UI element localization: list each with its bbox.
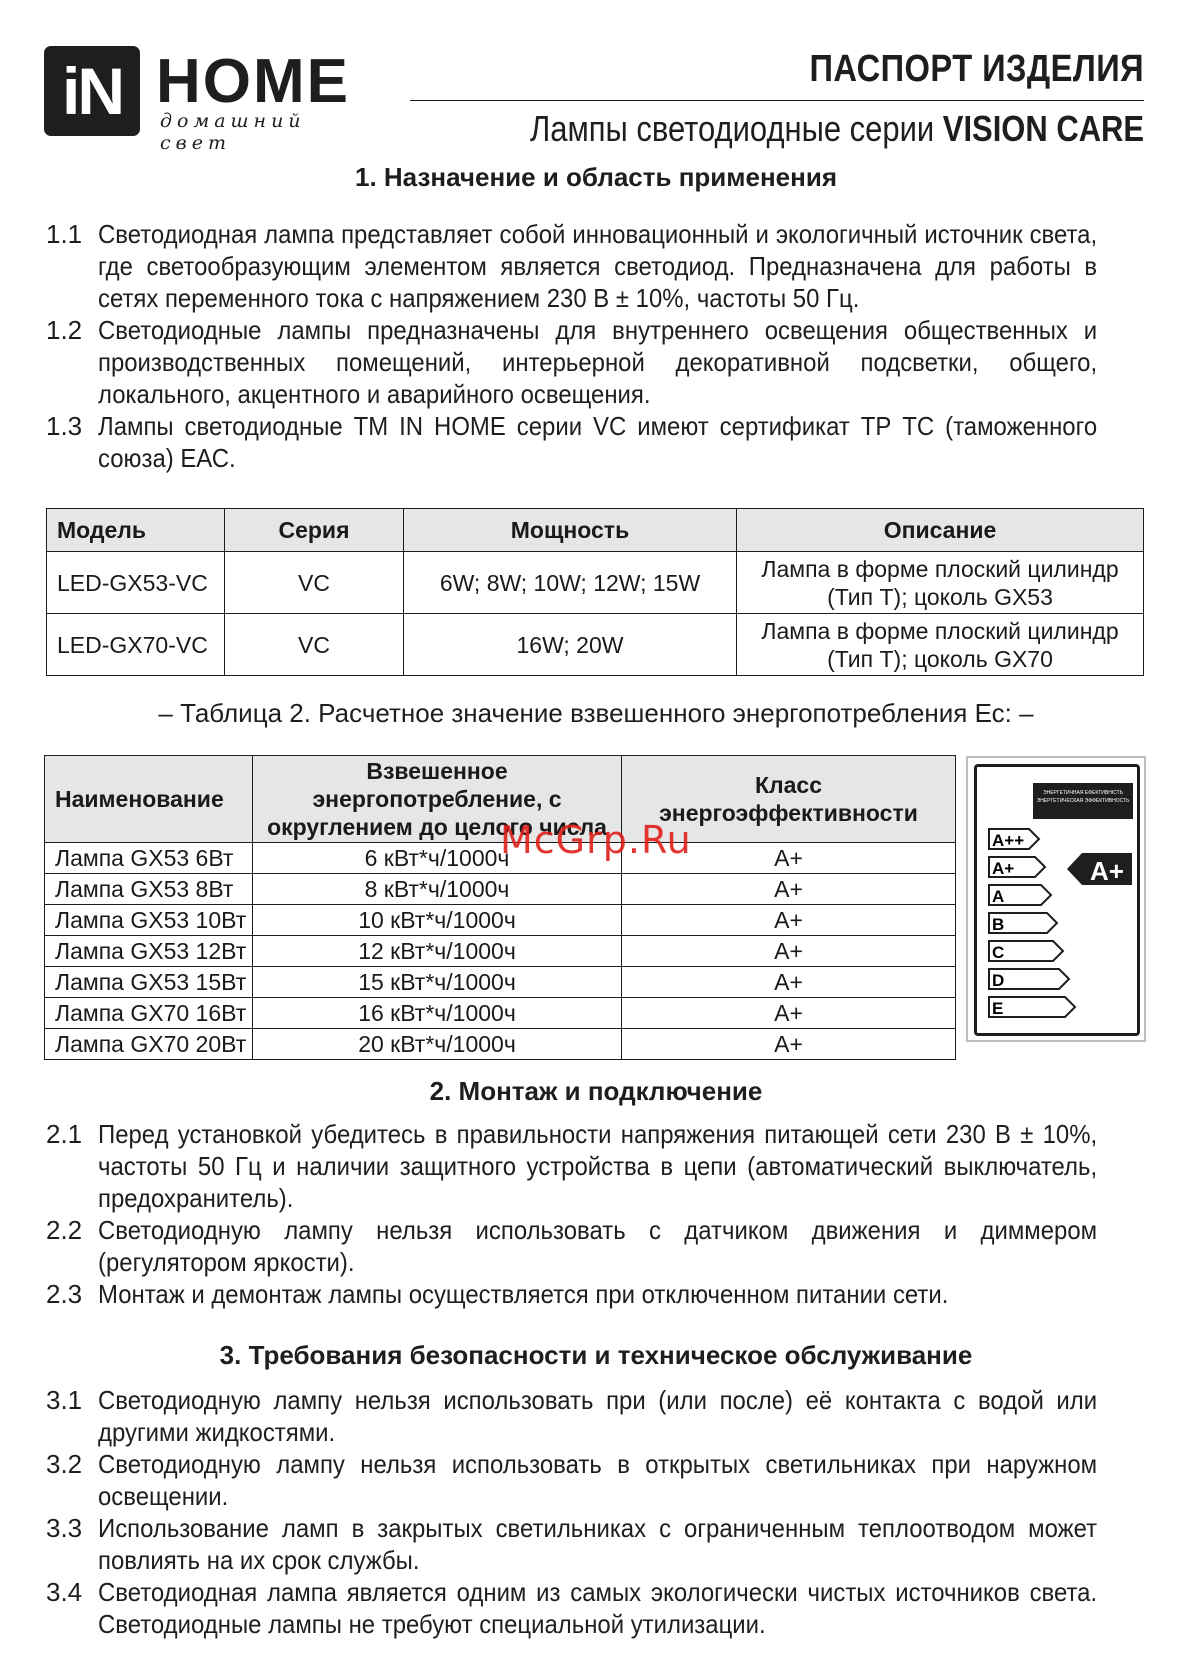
paragraph-text: Светодиодные лампы предназначены для внутреннего освещения общественных и производственных помещений, интерьерной декоративной подсветки, общего, локального, акцентного и аварийного освещения.: [98, 315, 1098, 409]
table-cell: А+: [622, 905, 956, 936]
table-cell: Лампа GX53 8Вт: [45, 874, 253, 905]
watermark: McGrp.Ru: [500, 818, 692, 862]
paragraph-2-2: [46, 1214, 1144, 1278]
models-table: [46, 508, 1144, 676]
subtitle-series: VISION CARE: [942, 108, 1144, 149]
energy-efficiency-label: [966, 756, 1146, 1042]
paragraph-number: 1.1: [46, 219, 83, 249]
table-row: [47, 614, 1144, 676]
paragraph-text: Перед установкой убедитесь в правильности напряжения питающей сети 230 В ± 10%, частоты 50 Гц и наличии защитного устройства в цепи (автоматический выключатель, предохранитель).: [98, 1119, 1098, 1213]
logo-tagline: домашний свет: [160, 110, 306, 154]
table-cell: 16W; 20W: [404, 614, 737, 676]
table-cell: А+: [622, 1029, 956, 1060]
selected-energy-class-marker: [1067, 853, 1132, 886]
column-header: Мощность: [404, 509, 737, 552]
table-cell: LED-GX53-VC: [47, 552, 225, 614]
paragraph-3-3: [46, 1512, 1144, 1576]
energy-class-label: A+: [992, 859, 1015, 878]
table-cell: Лампа GX70 20Вт: [45, 1029, 253, 1060]
column-header: Описание: [737, 509, 1144, 552]
document-title: ПАСПОРТ ИЗДЕЛИЯ: [809, 48, 1144, 90]
table-cell: А+: [622, 936, 956, 967]
table-row: [45, 936, 956, 967]
table-cell: Лампа в форме плоский цилиндр (Тип Т); цоколь GX70: [737, 614, 1144, 676]
table-cell: Лампа в форме плоский цилиндр (Тип Т); цоколь GX53: [737, 552, 1144, 614]
table-cell: А+: [622, 998, 956, 1029]
table-cell: VC: [225, 552, 404, 614]
paragraph-3-1: [46, 1384, 1144, 1448]
table-cell: 15 кВт*ч/1000ч: [253, 967, 622, 998]
table-cell: 6 кВт*ч/1000ч: [253, 843, 622, 874]
table-cell: 16 кВт*ч/1000ч: [253, 998, 622, 1029]
paragraph-text: Светодиодную лампу нельзя использовать при (или после) её контакта с водой или другими жидкостями.: [98, 1385, 1098, 1447]
paragraph-1-1: [46, 218, 1144, 314]
section-3-heading: 3. Требования безопасности и техническое обслуживание: [219, 1340, 973, 1370]
table-cell: LED-GX70-VC: [47, 614, 225, 676]
column-header: Серия: [225, 509, 404, 552]
paragraph-1-3: [46, 410, 1144, 474]
energy-label-header-line-1: ЭНЕРГЕТИЧНАЯ ЕФЕКТИВНІСТЬ: [1043, 790, 1123, 796]
energy-class-arrow: [989, 885, 1051, 906]
table-row: [45, 967, 956, 998]
paragraph-number: 3.2: [46, 1449, 83, 1479]
paragraph-text: Светодиодную лампу нельзя использовать с датчиком движения и диммером (регулятором яркости).: [98, 1215, 1098, 1277]
energy-class-label: B: [992, 915, 1005, 934]
paragraph-number: 2.1: [46, 1119, 83, 1149]
table-cell: А+: [622, 874, 956, 905]
column-header: Модель: [47, 509, 225, 552]
section-2-heading: 2. Монтаж и подключение: [429, 1076, 763, 1106]
energy-class-scale: [987, 827, 1137, 1027]
logo-in-mark: iN: [44, 46, 140, 136]
energy-class-arrow: [989, 913, 1057, 934]
table-cell: Лампа GX53 12Вт: [45, 936, 253, 967]
column-header: Класс энергоэффективности: [622, 756, 956, 843]
selected-energy-class: A+: [1090, 856, 1124, 886]
energy-class-arrow: [989, 941, 1063, 962]
paragraph-3-2: [46, 1448, 1144, 1512]
paragraph-number: 3.1: [46, 1385, 83, 1415]
paragraph-text: Монтаж и демонтаж лампы осуществляется при отключенном питании сети.: [98, 1279, 949, 1309]
header-divider: [410, 100, 1144, 101]
paragraph-number: 1.3: [46, 411, 83, 441]
table-row: [45, 905, 956, 936]
paragraph-number: 1.2: [46, 315, 83, 345]
paragraph-1-2: [46, 314, 1144, 410]
energy-class-arrow: [989, 997, 1075, 1018]
energy-label-header-line-2: ЭНЕРГЕТИЧЕСКАЯ ЭФФЕКТИВНОСТЬ: [1036, 798, 1130, 804]
column-header: Взвешенное энергопотребление, с округлением до целого числа: [253, 756, 622, 843]
table-row: [45, 1029, 956, 1060]
table-cell: Лампа GX70 16Вт: [45, 998, 253, 1029]
energy-class-arrow: [989, 857, 1045, 878]
energy-label-header: [1033, 783, 1133, 819]
energy-class-label: A++: [992, 831, 1025, 850]
paragraph-2-1: [46, 1118, 1144, 1214]
energy-label-frame: [974, 764, 1140, 1036]
paragraph-number: 2.2: [46, 1215, 83, 1245]
table-row: [45, 998, 956, 1029]
table-2-caption: – Таблица 2. Расчетное значение взвешенного энергопотребления Ес: –: [158, 698, 1034, 728]
energy-class-arrow: [989, 969, 1069, 990]
table-cell: Лампа GX53 10Вт: [45, 905, 253, 936]
paragraph-2-3: [46, 1278, 1144, 1310]
table-row: [45, 874, 956, 905]
paragraph-text: Светодиодная лампа представляет собой инновационный и экологичный источник света, где светообразующим элементом является светодиод. Предназначена для работы в сетях переменного тока с напряжением 230 В ± 10%, частоты 50 Гц.: [98, 219, 1098, 313]
table-cell: 12 кВт*ч/1000ч: [253, 936, 622, 967]
table-header-row: [47, 509, 1144, 552]
section-1-heading: 1. Назначение и область применения: [355, 162, 837, 192]
table-cell: Лампа GX53 6Вт: [45, 843, 253, 874]
table-cell: VC: [225, 614, 404, 676]
table-cell: А+: [622, 843, 956, 874]
table-cell: 10 кВт*ч/1000ч: [253, 905, 622, 936]
subtitle-prefix: Лампы светодиодные серии: [529, 108, 943, 149]
table-cell: 20 кВт*ч/1000ч: [253, 1029, 622, 1060]
energy-class-arrow: [989, 829, 1039, 850]
table-cell: А+: [622, 967, 956, 998]
energy-class-label: A: [992, 887, 1005, 906]
paragraph-3-4: [46, 1576, 1144, 1640]
paragraph-text: Использование ламп в закрытых светильниках с ограниченным теплоотводом может повлиять на их срок службы.: [98, 1513, 1098, 1575]
logo-home-text: HOME: [156, 47, 350, 116]
paragraph-number: 3.3: [46, 1513, 83, 1543]
document-subtitle: [530, 108, 1144, 150]
paragraph-text: Лампы светодиодные ТМ IN HOME серии VC имеют сертификат ТР ТС (таможенного союза) ЕАС.: [98, 411, 1098, 473]
energy-class-label: D: [992, 971, 1005, 990]
energy-consumption-table: [44, 755, 956, 1060]
table-cell: 8 кВт*ч/1000ч: [253, 874, 622, 905]
table-cell: 6W; 8W; 10W; 12W; 15W: [404, 552, 737, 614]
table-cell: Лампа GX53 15Вт: [45, 967, 253, 998]
energy-class-label: E: [992, 999, 1004, 1018]
paragraph-text: Светодиодную лампу нельзя использовать в открытых светильниках при наружном освещении.: [98, 1449, 1098, 1511]
energy-class-label: C: [992, 943, 1005, 962]
brand-logo: [44, 46, 364, 154]
column-header: Наименование: [45, 756, 253, 843]
paragraph-number: 3.4: [46, 1577, 83, 1607]
table-row: [47, 552, 1144, 614]
paragraph-text: Светодиодная лампа является одним из самых экологически чистых источников света. Светодиодные лампы не требуют специальной утилизации.: [98, 1577, 1098, 1639]
paragraph-number: 2.3: [46, 1279, 83, 1309]
